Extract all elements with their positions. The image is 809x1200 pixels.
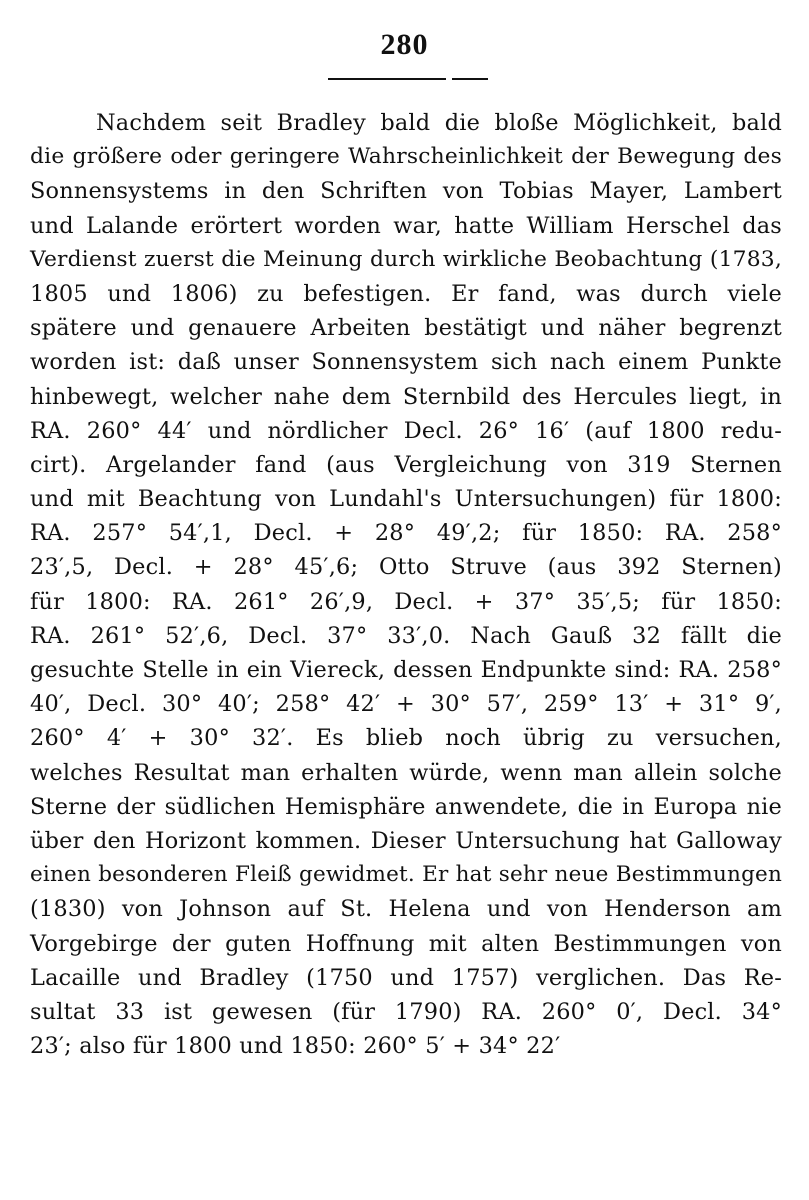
text-line: die größere oder geringere Wahrscheinlichkeit der Bewegung des bbox=[30, 144, 782, 170]
text-line: Lacaille und Bradley (1750 und 1757) verglichen. Das Re- bbox=[30, 964, 782, 991]
text-line: einen besonderen Fleiß gewidmet. Er hat sehr neue Bestimmungen bbox=[30, 862, 782, 888]
text-line: hinbewegt, welcher nahe dem Sternbild des Hercules liegt, in bbox=[30, 383, 782, 410]
text-line: gesuchte Stelle in ein Viereck, dessen Endpunkte sind: RA. 258° bbox=[30, 657, 782, 683]
text-line: 260° 4′ + 30° 32′. Es blieb noch übrig zu versuchen, bbox=[30, 725, 782, 752]
text-line: RA. 260° 44′ und nördlicher Decl. 26° 16′ (auf 1800 redu- bbox=[30, 417, 782, 444]
text-line: 40′, Decl. 30° 40′; 258° 42′ + 30° 57′, 259° 13′ + 31° 9′, bbox=[30, 691, 782, 718]
text-line: 23′; also für 1800 und 1850: 260° 5′ + 34° 22′ bbox=[30, 1033, 561, 1060]
page-number: 280 bbox=[380, 28, 429, 61]
text-line: RA. 257° 54′,1, Decl. + 28° 49′,2; für 1850: RA. 258° bbox=[30, 520, 782, 547]
text-line: über den Horizont kommen. Dieser Untersuchung hat Galloway bbox=[30, 827, 782, 854]
text-line: cirt). Argelander fand (aus Vergleichung von 319 Sternen bbox=[30, 451, 782, 478]
text-line: RA. 261° 52′,6, Decl. 37° 33′,0. Nach Gauß 32 fällt die bbox=[30, 622, 782, 649]
header-rule-short bbox=[452, 78, 488, 80]
text-line: 1805 und 1806) zu befestigen. Er fand, was durch viele bbox=[30, 280, 782, 307]
text-line: spätere und genauere Arbeiten bestätigt und näher begrenzt bbox=[30, 315, 782, 342]
text-line: Sonnensystems in den Schriften von Tobias Mayer, Lambert bbox=[30, 178, 782, 205]
header-rule bbox=[328, 78, 446, 80]
text-line: Vorgebirge der guten Hoffnung mit alten Bestimmungen von bbox=[30, 930, 782, 957]
text-line: 23′,5, Decl. + 28° 45′,6; Otto Struve (aus 392 Sternen) bbox=[30, 554, 782, 581]
text-line: für 1800: RA. 261° 26′,9, Decl. + 37° 35′,5; für 1850: bbox=[30, 588, 782, 615]
text-line: welches Resultat man erhalten würde, wenn man allein solche bbox=[30, 759, 782, 786]
body-text bbox=[30, 106, 782, 1063]
text-line: (1830) von Johnson auf St. Helena und von Henderson am bbox=[30, 896, 782, 923]
text-line: und Lalande erörtert worden war, hatte William Herschel das bbox=[30, 212, 782, 239]
text-line: Nachdem seit Bradley bald die bloße Möglichkeit, bald bbox=[96, 110, 782, 136]
text-line: sultat 33 ist gewesen (für 1790) RA. 260° 0′, Decl. 34° bbox=[30, 998, 782, 1025]
text-line: Sterne der südlichen Hemisphäre anwendete, die in Europa nie bbox=[30, 793, 782, 820]
text-line: und mit Beachtung von Lundahl's Untersuchungen) für 1800: bbox=[30, 486, 782, 513]
text-line: worden ist: daß unser Sonnensystem sich nach einem Punkte bbox=[30, 349, 782, 376]
text-line: Verdienst zuerst die Meinung durch wirkliche Beobachtung (1783, bbox=[30, 246, 782, 272]
